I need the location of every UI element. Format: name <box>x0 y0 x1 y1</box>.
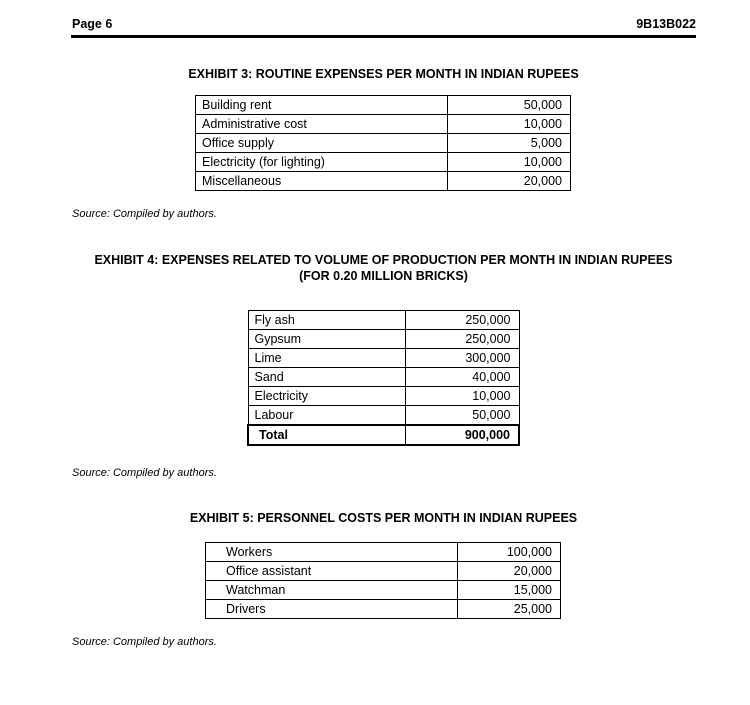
exhibit-4-title-line-1: EXHIBIT 4: EXPENSES RELATED TO VOLUME OF PRODUCTION PER MONTH IN INDIAN RUPEES <box>94 253 673 267</box>
personnel-item: Office assistant <box>206 562 458 581</box>
expense-amount: 20,000 <box>448 172 571 191</box>
expense-item: Gypsum <box>248 330 406 349</box>
total-label: Total <box>248 425 406 445</box>
table-row <box>248 387 519 406</box>
exhibit-3-source: Source: Compiled by authors. <box>72 208 217 220</box>
expense-amount: 10,000 <box>448 153 571 172</box>
table-row <box>206 543 561 562</box>
exhibit-5-table <box>205 542 561 619</box>
table-row <box>196 115 571 134</box>
table-row <box>206 562 561 581</box>
expense-item: Labour <box>248 406 406 426</box>
expense-amount: 5,000 <box>448 134 571 153</box>
case-code: 9B13B022 <box>636 17 696 31</box>
expense-item: Sand <box>248 368 406 387</box>
page-number: Page 6 <box>72 17 113 31</box>
expense-amount: 40,000 <box>406 368 519 387</box>
exhibit-4-source: Source: Compiled by authors. <box>72 467 217 479</box>
personnel-amount: 25,000 <box>458 600 561 619</box>
table-row <box>248 349 519 368</box>
personnel-amount: 15,000 <box>458 581 561 600</box>
table-row <box>206 581 561 600</box>
expense-item: Office supply <box>196 134 448 153</box>
exhibit-4-title <box>71 252 696 284</box>
table-row <box>248 311 519 330</box>
exhibit-3-title: EXHIBIT 3: ROUTINE EXPENSES PER MONTH IN INDIAN RUPEES <box>188 67 579 81</box>
exhibit-5-title: EXHIBIT 5: PERSONNEL COSTS PER MONTH IN INDIAN RUPEES <box>189 511 578 525</box>
exhibit-5-source: Source: Compiled by authors. <box>72 636 217 648</box>
expense-amount: 50,000 <box>406 406 519 426</box>
personnel-item: Workers <box>206 543 458 562</box>
exhibit-3-table <box>195 95 571 191</box>
total-row <box>248 425 519 445</box>
table-row <box>196 96 571 115</box>
expense-item: Fly ash <box>248 311 406 330</box>
exhibit-4-title-line-2: (FOR 0.20 MILLION BRICKS) <box>299 269 468 283</box>
expense-item: Electricity (for lighting) <box>196 153 448 172</box>
table-row <box>248 406 519 426</box>
expense-item: Lime <box>248 349 406 368</box>
personnel-amount: 20,000 <box>458 562 561 581</box>
expense-amount: 250,000 <box>406 330 519 349</box>
expense-item: Building rent <box>196 96 448 115</box>
personnel-amount: 100,000 <box>458 543 561 562</box>
exhibit-4-table <box>247 310 520 446</box>
expense-amount: 10,000 <box>448 115 571 134</box>
page-header <box>71 17 696 38</box>
total-amount: 900,000 <box>406 425 519 445</box>
expense-item: Electricity <box>248 387 406 406</box>
expense-amount: 300,000 <box>406 349 519 368</box>
table-row <box>248 330 519 349</box>
table-row <box>248 368 519 387</box>
table-row <box>196 134 571 153</box>
expense-item: Administrative cost <box>196 115 448 134</box>
personnel-item: Watchman <box>206 581 458 600</box>
table-row <box>206 600 561 619</box>
expense-amount: 50,000 <box>448 96 571 115</box>
table-row <box>196 153 571 172</box>
expense-amount: 250,000 <box>406 311 519 330</box>
expense-item: Miscellaneous <box>196 172 448 191</box>
table-row <box>196 172 571 191</box>
personnel-item: Drivers <box>206 600 458 619</box>
expense-amount: 10,000 <box>406 387 519 406</box>
